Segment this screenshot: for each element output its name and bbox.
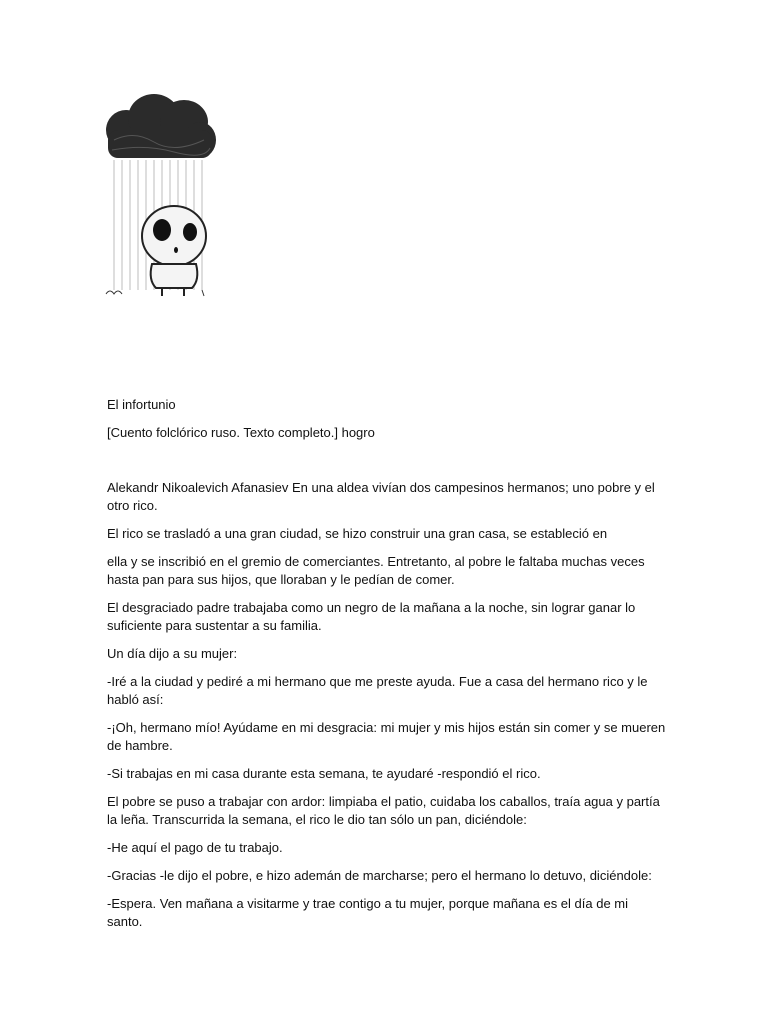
paragraph: -He aquí el pago de tu trabajo. [107, 840, 283, 855]
paragraph: -Si trabajas en mi casa durante esta semana, te ayudaré -respondió el rico. [107, 766, 541, 781]
paragraph: El rico se trasladó a una gran ciudad, se hizo construir una gran casa, se estableció en [107, 526, 608, 541]
paragraph: El pobre se puso a trabajar con ardor: limpiaba el patio, cuidaba los caballos, traía agua y partía la leña. Transcurrida la semana, el rico le dio tan sólo un pan, diciéndole: [107, 794, 660, 827]
paragraph: Alekandr Nikoalevich Afanasiev En una aldea vivían dos campesinos hermanos; uno pobre y el otro rico. [107, 480, 655, 513]
paragraph: Un día dijo a su mujer: [107, 646, 238, 661]
paragraph: -¡Oh, hermano mío! Ayúdame en mi desgracia: mi mujer y mis hijos están sin comer y se mueren de hambre. [107, 720, 666, 753]
document-title: El infortunio [107, 397, 176, 412]
paragraph: El desgraciado padre trabajaba como un negro de la mañana a la noche, sin lograr ganar lo suficiente para sustentar a su familia. [107, 600, 636, 633]
document-body [107, 396, 667, 941]
paragraph: ella y se inscribió en el gremio de comerciantes. Entretanto, al pobre le faltaba muchas veces hasta pan para sus hijos, que lloraban y le pedían de comer. [107, 554, 645, 587]
paragraph: -Iré a la ciudad y pediré a mi hermano que me preste ayuda. Fue a casa del hermano rico y le habló así: [107, 674, 648, 707]
rain-cloud-character-illustration [104, 90, 216, 298]
paragraph: -Gracias -le dijo el pobre, e hizo ademán de marcharse; pero el hermano lo detuvo, diciéndole: [107, 868, 652, 883]
paragraph: -Espera. Ven mañana a visitarme y trae contigo a tu mujer, porque mañana es el día de mi santo. [107, 896, 629, 929]
document-subtitle: [Cuento folclórico ruso. Texto completo.] hogro [107, 425, 375, 440]
